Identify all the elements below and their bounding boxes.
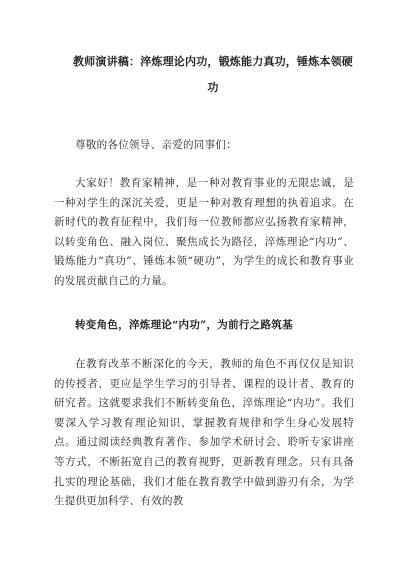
paragraph-intro: 大家好！教育家精神，是一种对教育事业的无限忠诚，是一种对学生的深沉关爱，更是一种对教育理想的执着追求。在新时代的教育征程中，我们每一位教师都应弘扬教育家精神，以转变角色、融入岗位、聚焦成长为路径，淬炼理论“内功”、锻炼能力“真功”、锤炼本领“硬功”，为学生的成长和教育事业的发展贡献自己的力量。 <box>54 177 354 287</box>
paragraph-body: 在教育改革不断深化的今天，教师的角色不再仅仅是知识的传授者，更应是学生学习的引导者、课程的设计者、教育的研究者。这就要求我们不断转变角色，淬炼理论“内功”。我们要深入学习教育理论知识，掌握教育规律和学生身心发展特点。通过阅读经典教育著作、参加学术研讨会、聆听专家讲座等方式，不断拓宽自己的教育视野，更新教育理念。只有具备扎实的理论基础，我们才能在教育教学中做到游刃有余，为学生提供更加科学、有效的教 <box>54 358 354 508</box>
greeting: 尊敬的各位领导、亲爱的同事们： <box>75 139 237 151</box>
document-title: 教师演讲稿：淬炼理论内功，锻炼能力真功，锤炼本领硬功 <box>73 55 353 94</box>
section-heading: 转变角色，淬炼理论“内功”，为前行之路筑基 <box>75 319 293 331</box>
